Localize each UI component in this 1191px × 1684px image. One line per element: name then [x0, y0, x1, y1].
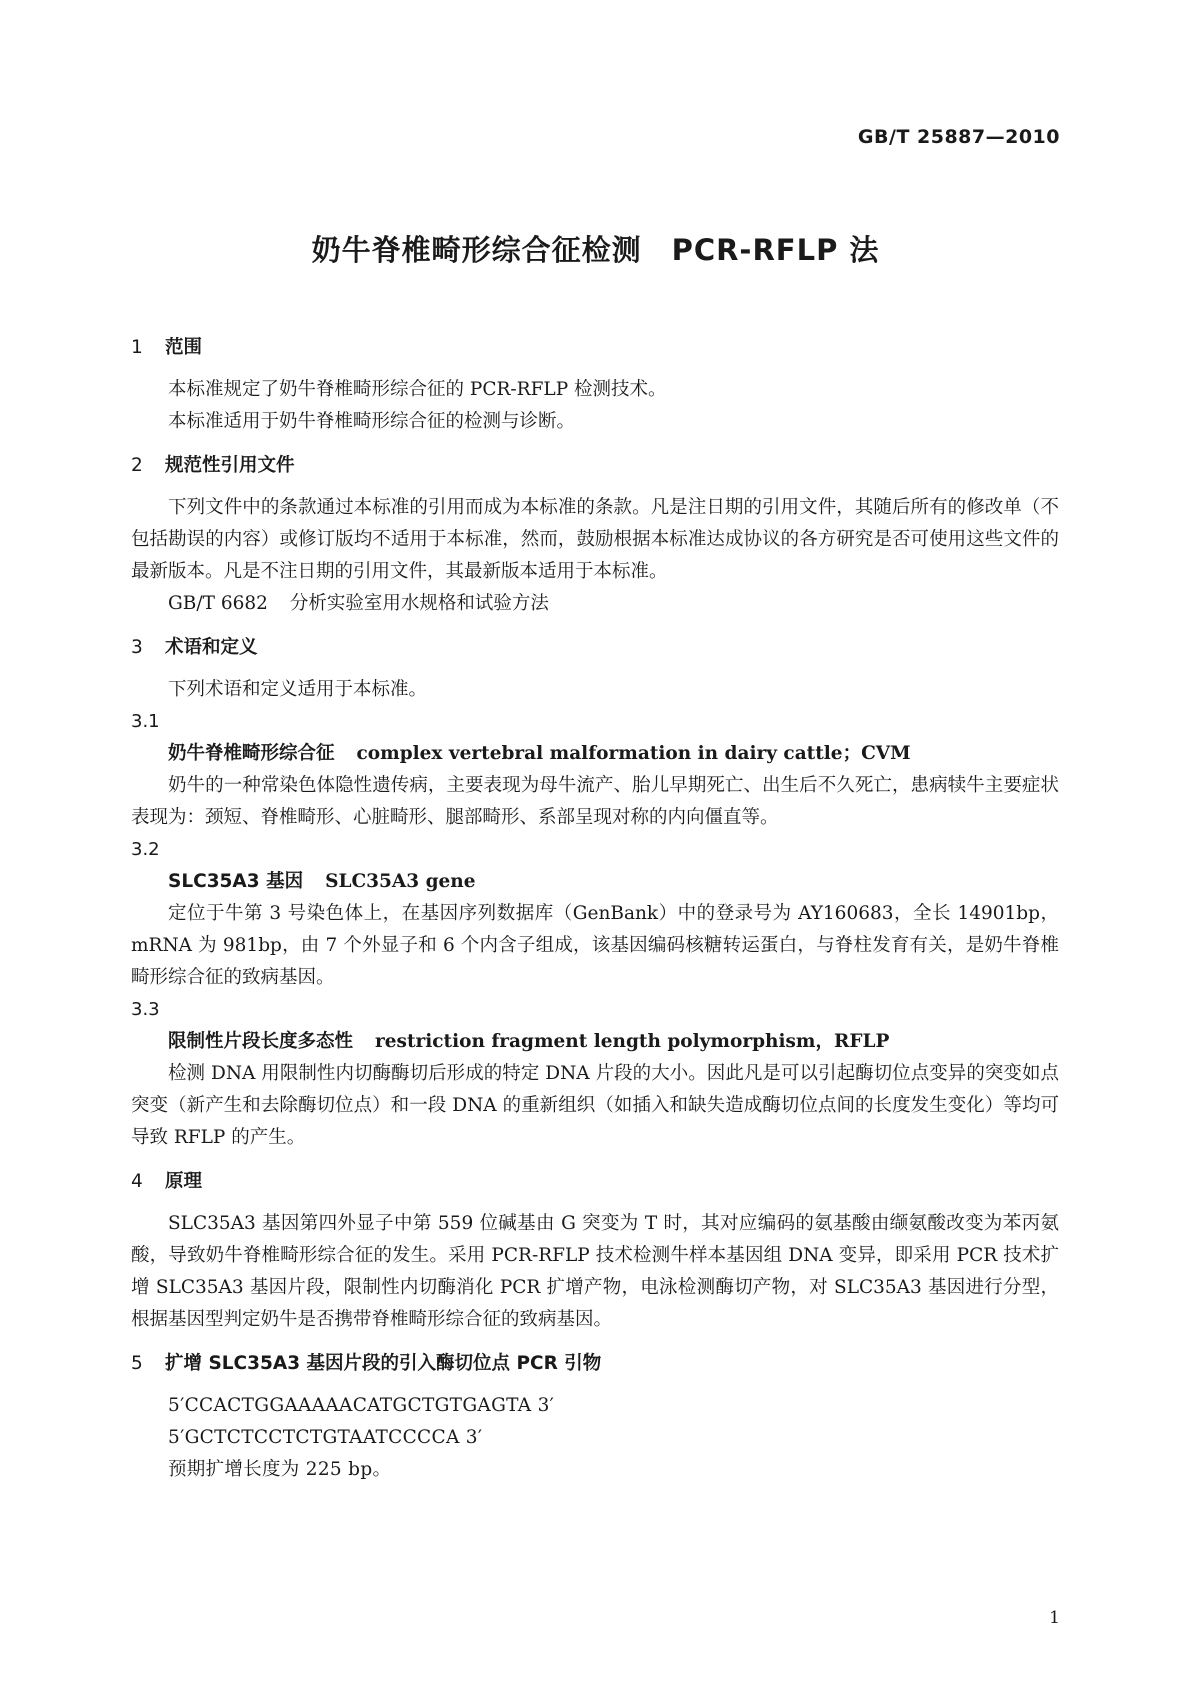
amplification-note: 预期扩增长度为 225 bp。	[168, 1459, 392, 1480]
term-heading	[131, 1026, 1059, 1058]
paragraph: 下列文件中的条款通过本标准的引用而成为本标准的条款。凡是注日期的引用文件，其随后所有的修改单（不包括勘误的内容）或修订版均不适用于本标准，然而，鼓励根据本标准达成协议的各方研究是否可使用这些文件的最新版本。凡是不注日期的引用文件，其最新版本适用于本标准。	[131, 497, 1059, 582]
document-body	[131, 332, 1059, 1486]
section-terms-definitions	[131, 632, 1059, 1154]
term-definition: 定位于牛第 3 号染色体上，在基因序列数据库（GenBank）中的登录号为 AY160683，全长 14901bp，mRNA 为 981bp，由 7 个外显子和 6 个内含子组成，该基因编码核糖转运蛋白，与脊柱发育有关，是奶牛脊椎畸形综合征的致病基因。	[131, 903, 1059, 988]
standard-code: GB/T 25887—2010	[857, 126, 1060, 148]
paragraph: SLC35A3 基因第四外显子中第 559 位碱基由 G 突变为 T 时，其对应编码的氨基酸由缬氨酸改变为苯丙氨酸，导致奶牛脊椎畸形综合征的发生。采用 PCR-RFLP 技术检测牛样本基因组 DNA 变异，即采用 PCR 技术扩增 SLC35A3 基因片段，限制性内切酶消化 PCR 扩增产物，电泳检测酶切产物，对 SLC35A3 基因进行分型，根据基因型判定奶牛是否携带脊椎畸形综合征的致病基因。	[131, 1213, 1059, 1330]
section-heading	[131, 1348, 1059, 1380]
paragraph: 本标准适用于奶牛脊椎畸形综合征的检测与诊断。	[168, 411, 576, 432]
section-heading	[131, 450, 1059, 482]
paragraph: 下列术语和定义适用于本标准。	[168, 679, 428, 700]
reference-entry	[131, 588, 1059, 620]
term-definition: 检测 DNA 用限制性内切酶酶切后形成的特定 DNA 片段的大小。因此凡是可以引起酶切位点变异的突变如点突变（新产生和去除酶切位点）和一段 DNA 的重新组织（如插入和缺失造成酶切位点间的长度发生变化）等均可导致 RFLP 的产生。	[131, 1063, 1059, 1148]
section-number: 4	[131, 1171, 143, 1192]
term-definition: 奶牛的一种常染色体隐性遗传病，主要表现为母牛流产、胎儿早期死亡、出生后不久死亡，患病犊牛主要症状表现为：颈短、脊椎畸形、心脏畸形、腿部畸形、系部呈现对称的内向僵直等。	[131, 775, 1059, 828]
reference-code: GB/T 6682	[168, 593, 268, 614]
primer-sequence: 5′GCTCTCCTCTGTAATCCCCA 3′	[168, 1427, 483, 1448]
primer-sequence: 5′CCACTGGAAAAACATGCTGTGAGTA 3′	[168, 1395, 555, 1416]
term-zh: 限制性片段长度多态性	[168, 1031, 354, 1052]
term-heading	[131, 738, 1059, 770]
term-en: SLC35A3 gene	[325, 871, 476, 892]
section-pcr-primers	[131, 1348, 1059, 1486]
term-number: 3.3	[131, 999, 160, 1020]
term-en: restriction fragment length polymorphism，RFLP	[375, 1031, 890, 1052]
section-scope	[131, 332, 1059, 438]
term-heading	[131, 866, 1059, 898]
section-number: 2	[131, 455, 143, 476]
term-zh: SLC35A3 基因	[168, 871, 304, 892]
section-heading	[131, 632, 1059, 664]
term-number: 3.2	[131, 839, 160, 860]
section-title: 原理	[165, 1171, 203, 1192]
section-heading	[131, 332, 1059, 364]
section-number: 3	[131, 637, 143, 658]
term-number: 3.1	[131, 711, 160, 732]
paragraph: 本标准规定了奶牛脊椎畸形综合征的 PCR-RFLP 检测技术。	[168, 379, 667, 400]
document-title: 奶牛脊椎畸形综合征检测 PCR-RFLP 法	[311, 233, 880, 267]
term-en: complex vertebral malformation in dairy cattle；CVM	[356, 743, 911, 764]
page-number: 1	[1049, 1608, 1060, 1628]
section-title: 术语和定义	[165, 637, 258, 658]
term-zh: 奶牛脊椎畸形综合征	[168, 743, 335, 764]
section-normative-references	[131, 450, 1059, 620]
reference-title: 分析实验室用水规格和试验方法	[289, 593, 549, 614]
section-principle	[131, 1166, 1059, 1336]
section-title: 扩增 SLC35A3 基因片段的引入酶切位点 PCR 引物	[165, 1353, 602, 1374]
section-number: 1	[131, 337, 143, 358]
section-number: 5	[131, 1353, 143, 1374]
section-heading	[131, 1166, 1059, 1198]
section-title: 规范性引用文件	[165, 455, 295, 476]
section-title: 范围	[165, 337, 203, 358]
